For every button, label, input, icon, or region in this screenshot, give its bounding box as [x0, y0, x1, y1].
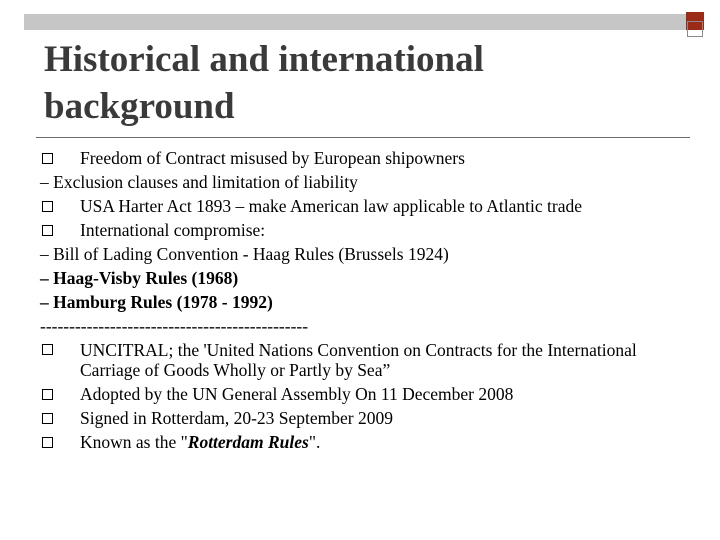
corner-outline-square — [687, 21, 703, 37]
sub-line-exclusion-clauses: – Exclusion clauses and limitation of liability — [40, 172, 358, 192]
bullet-international-compromise — [40, 218, 690, 242]
title-divider — [36, 137, 690, 138]
slide-body — [40, 146, 690, 454]
bullet-text: Adopted by the UN General Assembly On 11 December 2008 — [80, 384, 514, 404]
square-bullet-icon — [42, 413, 53, 424]
bullet-uncitral — [40, 338, 690, 382]
bullet-text: Freedom of Contract misused by European shipowners — [80, 148, 465, 168]
square-bullet-icon — [42, 389, 53, 400]
bullet-text: Signed in Rotterdam, 20-23 September 2009 — [80, 408, 394, 428]
bullet-text: UNCITRAL; the 'United Nations Convention on Contracts for the International Carriage of Goods Wholly or Partly by Sea” — [80, 340, 637, 380]
bullet-text-suffix: ". — [308, 432, 321, 452]
square-bullet-icon — [42, 153, 53, 164]
sub-line-hamburg-rules: – Hamburg Rules (1978 - 1992) — [40, 292, 273, 312]
bullet-adopted-by-un — [40, 382, 690, 406]
square-bullet-icon — [42, 437, 53, 448]
header-bar — [24, 14, 686, 30]
bullet-text-prefix: Known as the " — [80, 432, 188, 452]
bullet-freedom-of-contract — [40, 146, 690, 170]
bullet-known-as-rotterdam-rules — [40, 430, 690, 454]
sub-line-haag-rules: – Bill of Lading Convention - Haag Rules (Brussels 1924) — [40, 244, 449, 264]
bullet-signed-in-rotterdam — [40, 406, 690, 430]
square-bullet-icon — [42, 344, 53, 355]
square-bullet-icon — [42, 201, 53, 212]
bullet-harter-act — [40, 194, 690, 218]
bullet-text: USA Harter Act 1893 – make American law applicable to Atlantic trade — [80, 196, 582, 216]
dashed-separator: ---------------------------------------------- — [40, 316, 309, 336]
square-bullet-icon — [42, 225, 53, 236]
sub-line-haag-visby-rules: – Haag-Visby Rules (1968) — [40, 268, 239, 288]
rotterdam-rules-emphasis: Rotterdam Rules — [187, 432, 309, 452]
bullet-text: International compromise: — [80, 220, 266, 240]
slide-title: Historical and international background — [44, 39, 484, 127]
